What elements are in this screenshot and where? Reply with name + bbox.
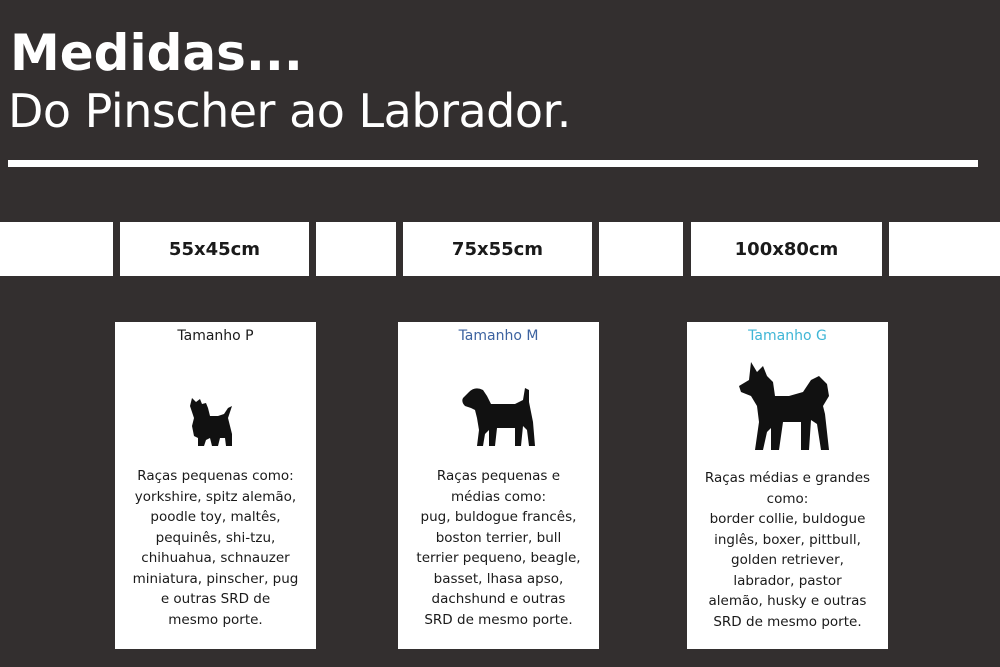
strip-block-4 [889,222,1000,276]
card-description: Raças pequenas como: yorkshire, spitz alemão, poodle toy, maltês, pequinês, shi-tzu, chihuahua, schnauzer miniatura, pinscher, pug e outras SRD de mesmo porte. [132,468,299,628]
card-description: Raças pequenas e médias como: pug, buldogue francês, boston terrier, bull terrier pequeno, beagle, basset, lhasa apso, dachshund e outras SRD de mesmo porte. [416,468,581,628]
strip-block-3 [599,222,683,276]
title-bold: Medidas... [10,24,303,82]
card-size-m [398,322,599,649]
title-divider [8,160,978,167]
card-description: Raças médias e grandes como: border collie, buldogue inglês, boxer, pittbull, golden retriever, labrador, pastor alemão, husky e outras SRD de mesmo porte. [704,470,871,630]
card-size-p [115,322,316,649]
size-label-medium: 75x55cm [403,222,592,276]
beagle-dog-icon [461,386,537,448]
size-label-small: 55x45cm [120,222,309,276]
card-title: Tamanho G [748,328,827,344]
card-size-g [687,322,888,649]
strip-block-1 [0,222,113,276]
husky-dog-icon [739,362,831,452]
card-title: Tamanho M [458,328,539,344]
strip-block-2 [316,222,396,276]
card-title: Tamanho P [177,328,254,344]
yorkshire-dog-icon [188,396,234,448]
size-label-large: 100x80cm [691,222,882,276]
title-subtitle: Do Pinscher ao Labrador. [8,84,571,138]
